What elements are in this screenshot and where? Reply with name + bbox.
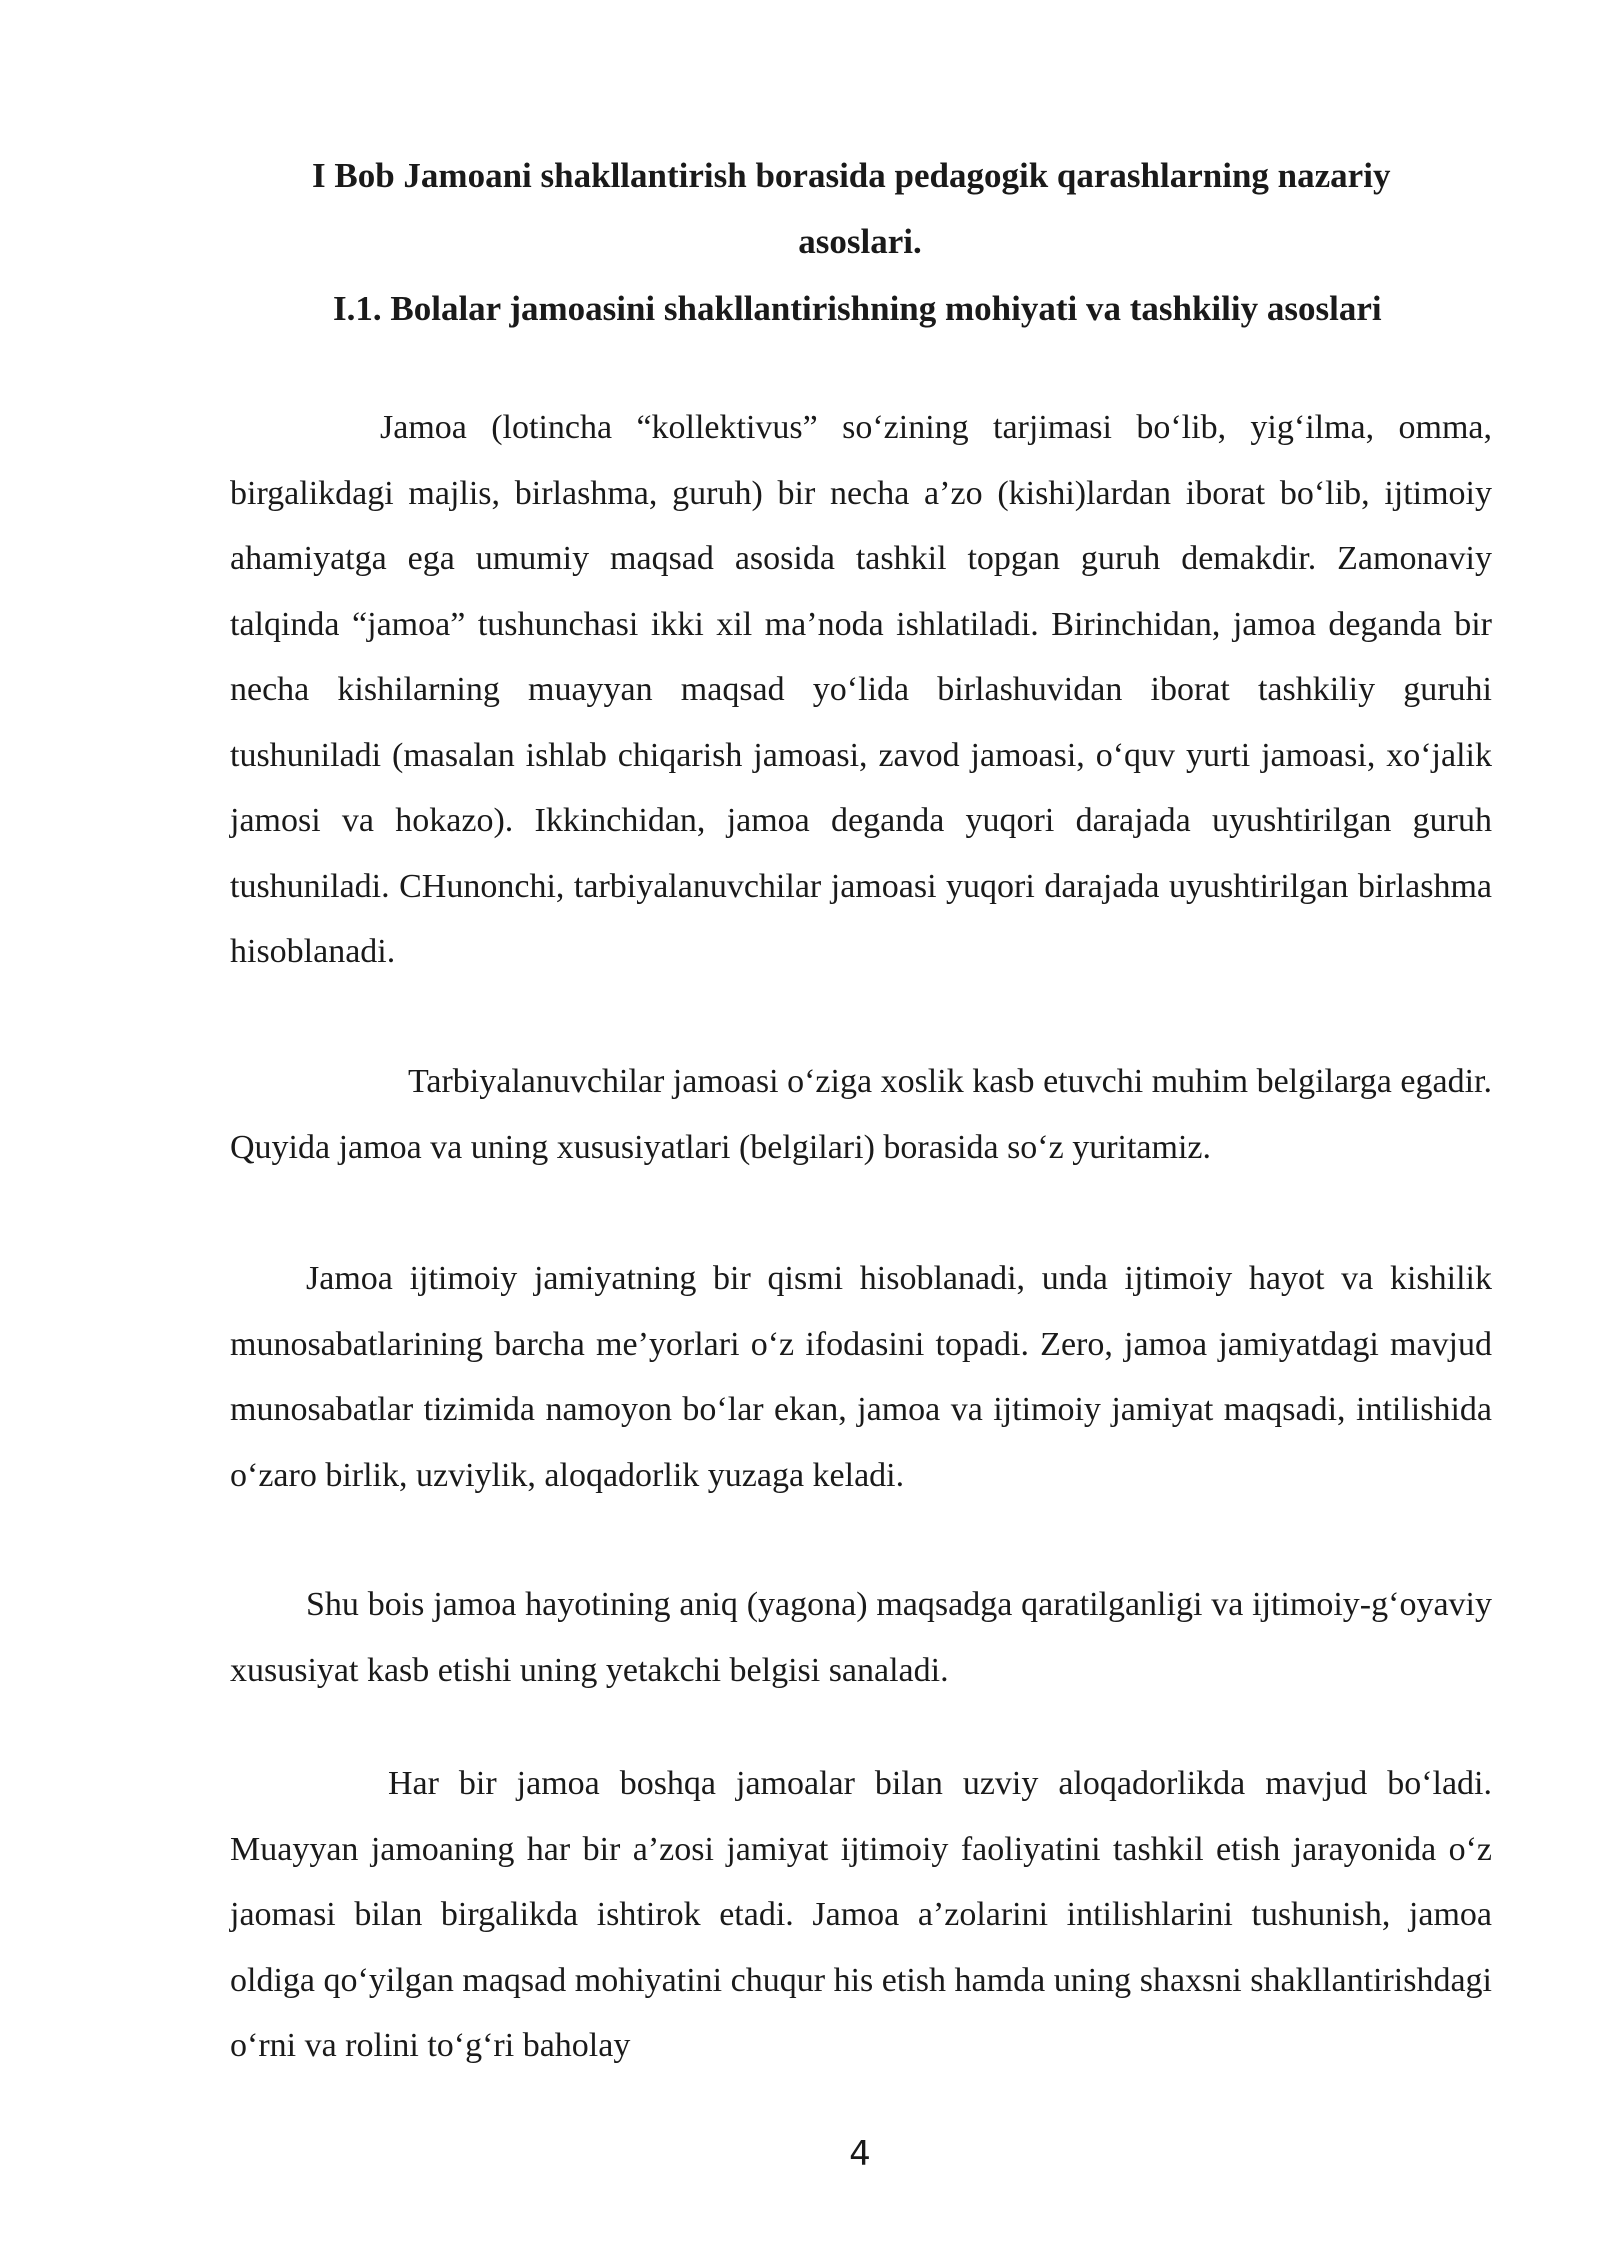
paragraph-jamoa-definition: Jamoa (lotincha “kollektivus” so‘zining tarjimasi bo‘lib, yig‘ilma, omma, birgalikdagi majlis, birlashma, guruh) bir necha a’zo (kishi)lardan iborat bo‘lib, ijtimoiy ahamiyatga ega umumiy maqsad asosida tashkil topgan guruh demakdir. Zamonaviy talqinda “jamoa” tushunchasi ikki xil ma’noda ishlatiladi. Birinchidan, jamoa deganda bir necha kishilarning muayyan maqsad yo‘lida birlashuvidan iborat tashkiliy guruhi tushuniladi (masalan ishlab chiqarish jamoasi, zavod jamoasi, o‘quv yurti jamoasi, xo‘jalik jamosi va hokazo). Ikkinchidan, jamoa deganda yuqori darajada uyushtirilgan guruh tushuniladi. CHunonchi, tarbiyalanuvchilar jamoasi yuqori darajada uyushtirilgan birlashma hisoblanadi.	[230, 409, 1492, 970]
chapter-title-continuation: asoslari.	[798, 222, 922, 261]
paragraph-tarbiyalanuvchilar: Tarbiyalanuvchilar jamoasi o‘ziga xoslik kasb etuvchi muhim belgilarga egadir. Quyida jamoa va uning xususiyatlari (belgilari) borasida so‘z yuritamiz.	[230, 1063, 1492, 1166]
chapter-title: I Bob Jamoani shakllantirish borasida pedagogik qarashlarning nazariy	[312, 156, 1391, 195]
section-title: I.1. Bolalar jamoasini shakllantirishning mohiyati va tashkiliy asoslari	[333, 289, 1382, 328]
paragraph-ijtimoiy-jamiyat: Jamoa ijtimoiy jamiyatning bir qismi hisoblanadi, unda ijtimoiy hayot va kishilik munosabatlarining barcha me’yorlari o‘z ifodasini topadi. Zero, jamoa jamiyatdagi mavjud munosabatlar tizimida namoyon bo‘lar ekan, jamoa va ijtimoiy jamiyat maqsadi, intilishida o‘zaro birlik, uzviylik, aloqadorlik yuzaga keladi.	[230, 1260, 1492, 1494]
paragraph-uzviy-aloqadorlik: Har bir jamoa boshqa jamoalar bilan uzviy aloqadorlikda mavjud bo‘ladi. Muayyan jamoaning har bir a’zosi jamiyat ijtimoiy faoliyatini tashkil etish jarayonida o‘z jaomasi bilan birgalikda ishtirok etadi. Jamoa a’zolarini intilishlarini tushunish, jamoa oldiga qo‘yilgan maqsad mohiyatini chuqur his etish hamda uning shaxsni shakllantirishdagi o‘rni va rolini to‘g‘ri baholay	[230, 1765, 1492, 2064]
paragraph-yetakchi-belgi: Shu bois jamoa hayotining aniq (yagona) maqsadga qaratilganligi va ijtimoiy-g‘oyaviy xususiyat kasb etishi uning yetakchi belgisi sanaladi.	[230, 1586, 1492, 1689]
page-number: 4	[849, 2134, 871, 2174]
